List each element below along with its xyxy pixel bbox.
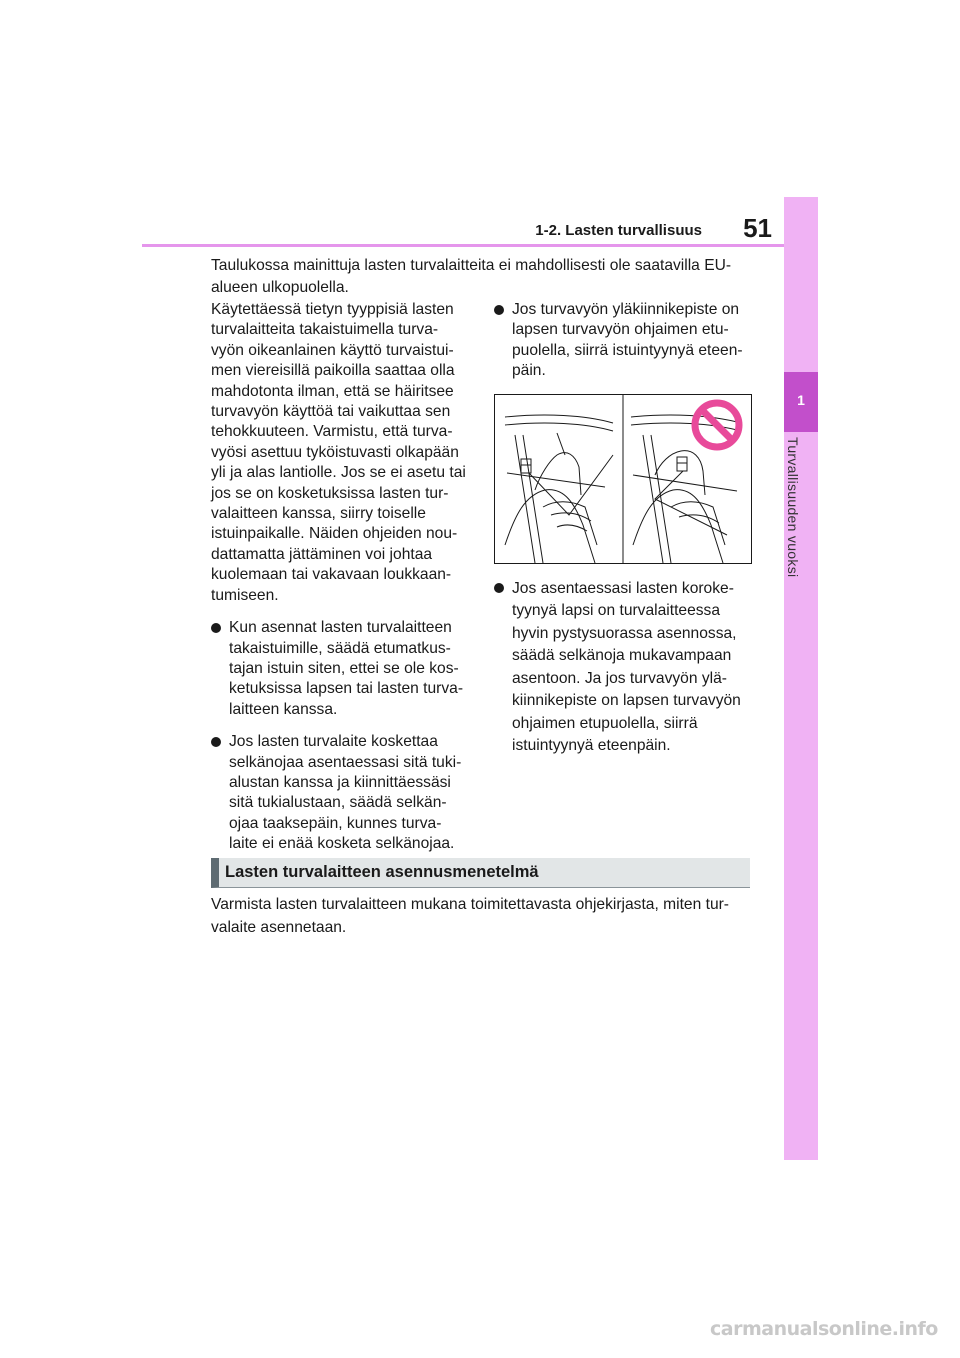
chapter-side-tab xyxy=(784,197,818,1160)
bullet-dot-icon xyxy=(211,623,221,633)
bullet-line: kiinnikepiste on lapsen turvavyön xyxy=(512,692,741,710)
bullet-line: päin. xyxy=(512,362,546,380)
bullet-line: asentoon. Ja jos turvavyön ylä- xyxy=(512,669,727,687)
bullet-dot-icon xyxy=(211,737,221,747)
page-number: 51 xyxy=(743,213,772,243)
header-section-title: 1-2. Lasten turvallisuus xyxy=(535,222,702,239)
warning-line: kuolemaan tai vakavaan loukkaan- xyxy=(211,566,452,584)
header-divider xyxy=(142,244,784,247)
bullet-line: säädä selkänoja mukavampaan xyxy=(512,647,732,665)
section-body: Varmista lasten turvalaitteen mukana toimitettavasta ohjekirjasta, miten tur-valaite asennetaan. xyxy=(211,896,729,936)
bullet-line: lapsen turvavyön ohjaimen etu- xyxy=(512,321,729,339)
bullet-line: alustan kanssa ja kiinnittäessäsi xyxy=(229,773,451,791)
bullet-line: laite ei enää kosketa selkänojaa. xyxy=(229,835,455,853)
bullet-line: Jos lasten turvalaite koskettaa xyxy=(229,733,438,751)
warning-line: men viereisillä paikoilla saattaa olla xyxy=(211,362,455,380)
warning-line: jos se on kosketuksissa lasten tur- xyxy=(211,484,449,502)
bullet-line: selkänojaa asentaessasi sitä tuki- xyxy=(229,753,462,771)
bullet-item xyxy=(211,732,471,854)
bullet-line: tyynyä lapsi on turvalaitteessa xyxy=(512,602,721,620)
warning-line: vyösi asettuu tyköistuvasti olkapään xyxy=(211,443,459,461)
bullet-item xyxy=(494,578,752,758)
bullet-item xyxy=(494,300,752,382)
bullet-line: hyvin pystysuorassa asennossa, xyxy=(512,624,737,642)
prohibition-icon xyxy=(695,403,739,447)
warning-line: tehokkuuteen. Varmistu, että turva- xyxy=(211,423,453,441)
bullet-dot-icon xyxy=(494,305,504,315)
bullet-line: sitä tukialustaan, säädä selkän- xyxy=(229,794,447,812)
left-column xyxy=(211,300,471,855)
bullet-line: istuintyynyä eteenpäin. xyxy=(512,737,671,755)
seat-illustration-svg xyxy=(495,395,751,563)
bullet-line: tajan istuin siten, ettei se ole kos- xyxy=(229,659,459,677)
warning-line: Käytettäessä tietyn tyyppisiä lasten xyxy=(211,301,454,318)
warning-paragraph xyxy=(211,300,471,606)
chapter-title: Turvallisuuden vuoksi xyxy=(785,437,801,578)
seat-illustration xyxy=(494,394,752,564)
intro-paragraph: Taulukossa mainittuja lasten turvalaitteita ei mahdollisesti ole saatavilla EU-alueen ulkopuolella. xyxy=(211,257,732,296)
warning-line: vyön oikeanlainen käyttö turvaistui- xyxy=(211,341,454,359)
bullet-line: ketuksissa lapsen tai lasten turva- xyxy=(229,680,464,698)
warning-line: valaitteen kanssa, siirry toiselle xyxy=(211,505,426,523)
warning-line: istuinpaikalle. Näiden ohjeiden nou- xyxy=(211,525,458,543)
bullet-line: Kun asennat lasten turvalaitteen xyxy=(229,619,452,637)
bullet-line: Jos asentaessasi lasten koroke- xyxy=(512,579,734,597)
warning-line: turvalaitteita takaistuimella turva- xyxy=(211,321,439,339)
warning-line: mahdotonta ilman, että se häiritsee xyxy=(211,382,454,400)
warning-line: turvavyön käyttöä tai vaikuttaa sen xyxy=(211,403,451,421)
bullet-line: ohjaimen etupuolella, siirrä xyxy=(512,714,698,732)
bullet-line: Jos turvavyön yläkiinnikepiste on xyxy=(512,301,740,318)
watermark: carmanualsonline.info xyxy=(710,1318,938,1340)
correct-seat-drawing xyxy=(505,415,613,563)
chapter-number: 1 xyxy=(797,392,805,408)
bullet-line: takaistuimille, säädä etumatkus- xyxy=(229,639,451,657)
warning-line: yli ja alas lantiolle. Jos se ei asetu tai xyxy=(211,464,466,482)
bullet-dot-icon xyxy=(494,583,504,593)
section-heading: Lasten turvalaitteen asennusmenetelmä xyxy=(211,858,750,888)
warning-line: tumiseen. xyxy=(211,586,279,604)
bullet-line: laitteen kanssa. xyxy=(229,700,338,718)
right-column xyxy=(494,300,752,758)
bullet-line: ojaa taaksepäin, kunnes turva- xyxy=(229,814,442,832)
bullet-line: puolella, siirrä istuintyynyä eteen- xyxy=(512,341,743,359)
bullet-item xyxy=(211,618,471,720)
warning-line: dattamatta jättäminen voi johtaa xyxy=(211,545,433,563)
